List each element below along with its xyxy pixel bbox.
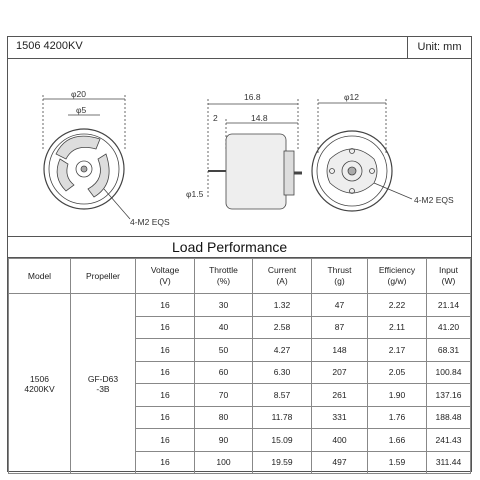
table-cell: 1.76 xyxy=(368,406,427,429)
table-cell: 16 xyxy=(136,451,195,474)
front-inner-dia-label: φ5 xyxy=(76,105,87,115)
table-cell: 331 xyxy=(312,406,368,429)
table-cell: 87 xyxy=(312,316,368,339)
motor-drawing-svg xyxy=(8,59,471,236)
table-cell: 15.09 xyxy=(253,429,312,452)
model-cell: 1506 4200KV xyxy=(9,294,71,474)
table-cell: 8.57 xyxy=(253,384,312,407)
front-outer-dia-label: φ20 xyxy=(71,89,86,99)
table-cell: 68.31 xyxy=(427,339,471,362)
table-cell: 16 xyxy=(136,339,195,362)
performance-table xyxy=(8,258,471,474)
table-cell: 100 xyxy=(195,451,253,474)
table-cell: 19.59 xyxy=(253,451,312,474)
side-total-label: 16.8 xyxy=(244,92,261,102)
table-cell: 1.90 xyxy=(368,384,427,407)
table-cell: 2.05 xyxy=(368,361,427,384)
table-cell: 16 xyxy=(136,316,195,339)
table-cell: 40 xyxy=(195,316,253,339)
col-header: Current (A) xyxy=(253,259,312,294)
table-cell: 1.66 xyxy=(368,429,427,452)
table-cell: 2.22 xyxy=(368,294,427,317)
table-cell: 30 xyxy=(195,294,253,317)
table-cell: 90 xyxy=(195,429,253,452)
table-cell: 148 xyxy=(312,339,368,362)
table-cell: 11.78 xyxy=(253,406,312,429)
rear-view-drawing xyxy=(312,99,412,211)
table-cell: 47 xyxy=(312,294,368,317)
table-cell: 261 xyxy=(312,384,368,407)
table-cell: 60 xyxy=(195,361,253,384)
table-cell: 50 xyxy=(195,339,253,362)
propeller-cell: GF-D63 -3B xyxy=(71,294,136,474)
section-header xyxy=(8,236,471,258)
table-cell: 16 xyxy=(136,361,195,384)
table-cell: 2.11 xyxy=(368,316,427,339)
table-cell: 21.14 xyxy=(427,294,471,317)
table-cell: 41.20 xyxy=(427,316,471,339)
table-cell: 241.43 xyxy=(427,429,471,452)
table-cell: 16 xyxy=(136,294,195,317)
table-cell: 2.17 xyxy=(368,339,427,362)
side-a-label: 2 xyxy=(213,113,218,123)
col-header: Efficiency (g/w) xyxy=(368,259,427,294)
table-cell: 1.59 xyxy=(368,451,427,474)
col-header: Voltage (V) xyxy=(136,259,195,294)
table-cell: 188.48 xyxy=(427,406,471,429)
table-cell: 16 xyxy=(136,406,195,429)
table-cell: 2.58 xyxy=(253,316,312,339)
table-cell: 6.30 xyxy=(253,361,312,384)
rear-holes-label: 4-M2 EQS xyxy=(414,195,454,205)
table-cell: 100.84 xyxy=(427,361,471,384)
sheet-header xyxy=(8,37,471,59)
table-cell: 207 xyxy=(312,361,368,384)
table-cell: 400 xyxy=(312,429,368,452)
technical-drawing xyxy=(8,59,471,236)
col-header: Propeller xyxy=(71,259,136,294)
table-cell: 70 xyxy=(195,384,253,407)
col-header: Throttle (%) xyxy=(195,259,253,294)
shaft-dia-label: φ1.5 xyxy=(186,189,204,199)
table-cell: 1.32 xyxy=(253,294,312,317)
table-cell: 16 xyxy=(136,429,195,452)
table-cell: 137.16 xyxy=(427,384,471,407)
table-cell: 80 xyxy=(195,406,253,429)
front-view-drawing xyxy=(43,95,130,219)
table-cell: 311.44 xyxy=(427,451,471,474)
model-title: 1506 4200KV xyxy=(16,40,83,52)
table-cell: 497 xyxy=(312,451,368,474)
table-header-row xyxy=(9,259,471,294)
col-header: Model xyxy=(9,259,71,294)
table-cell: 16 xyxy=(136,384,195,407)
col-header: Thrust (g) xyxy=(312,259,368,294)
unit-label: Unit: mm xyxy=(407,37,471,58)
section-title: Load Performance xyxy=(172,239,288,255)
front-holes-label: 4-M2 EQS xyxy=(130,217,170,227)
table-row xyxy=(9,294,471,317)
rear-dia-label: φ12 xyxy=(344,92,359,102)
col-header: Input (W) xyxy=(427,259,471,294)
spec-sheet xyxy=(7,36,472,472)
table-cell: 4.27 xyxy=(253,339,312,362)
side-b-label: 14.8 xyxy=(251,113,268,123)
